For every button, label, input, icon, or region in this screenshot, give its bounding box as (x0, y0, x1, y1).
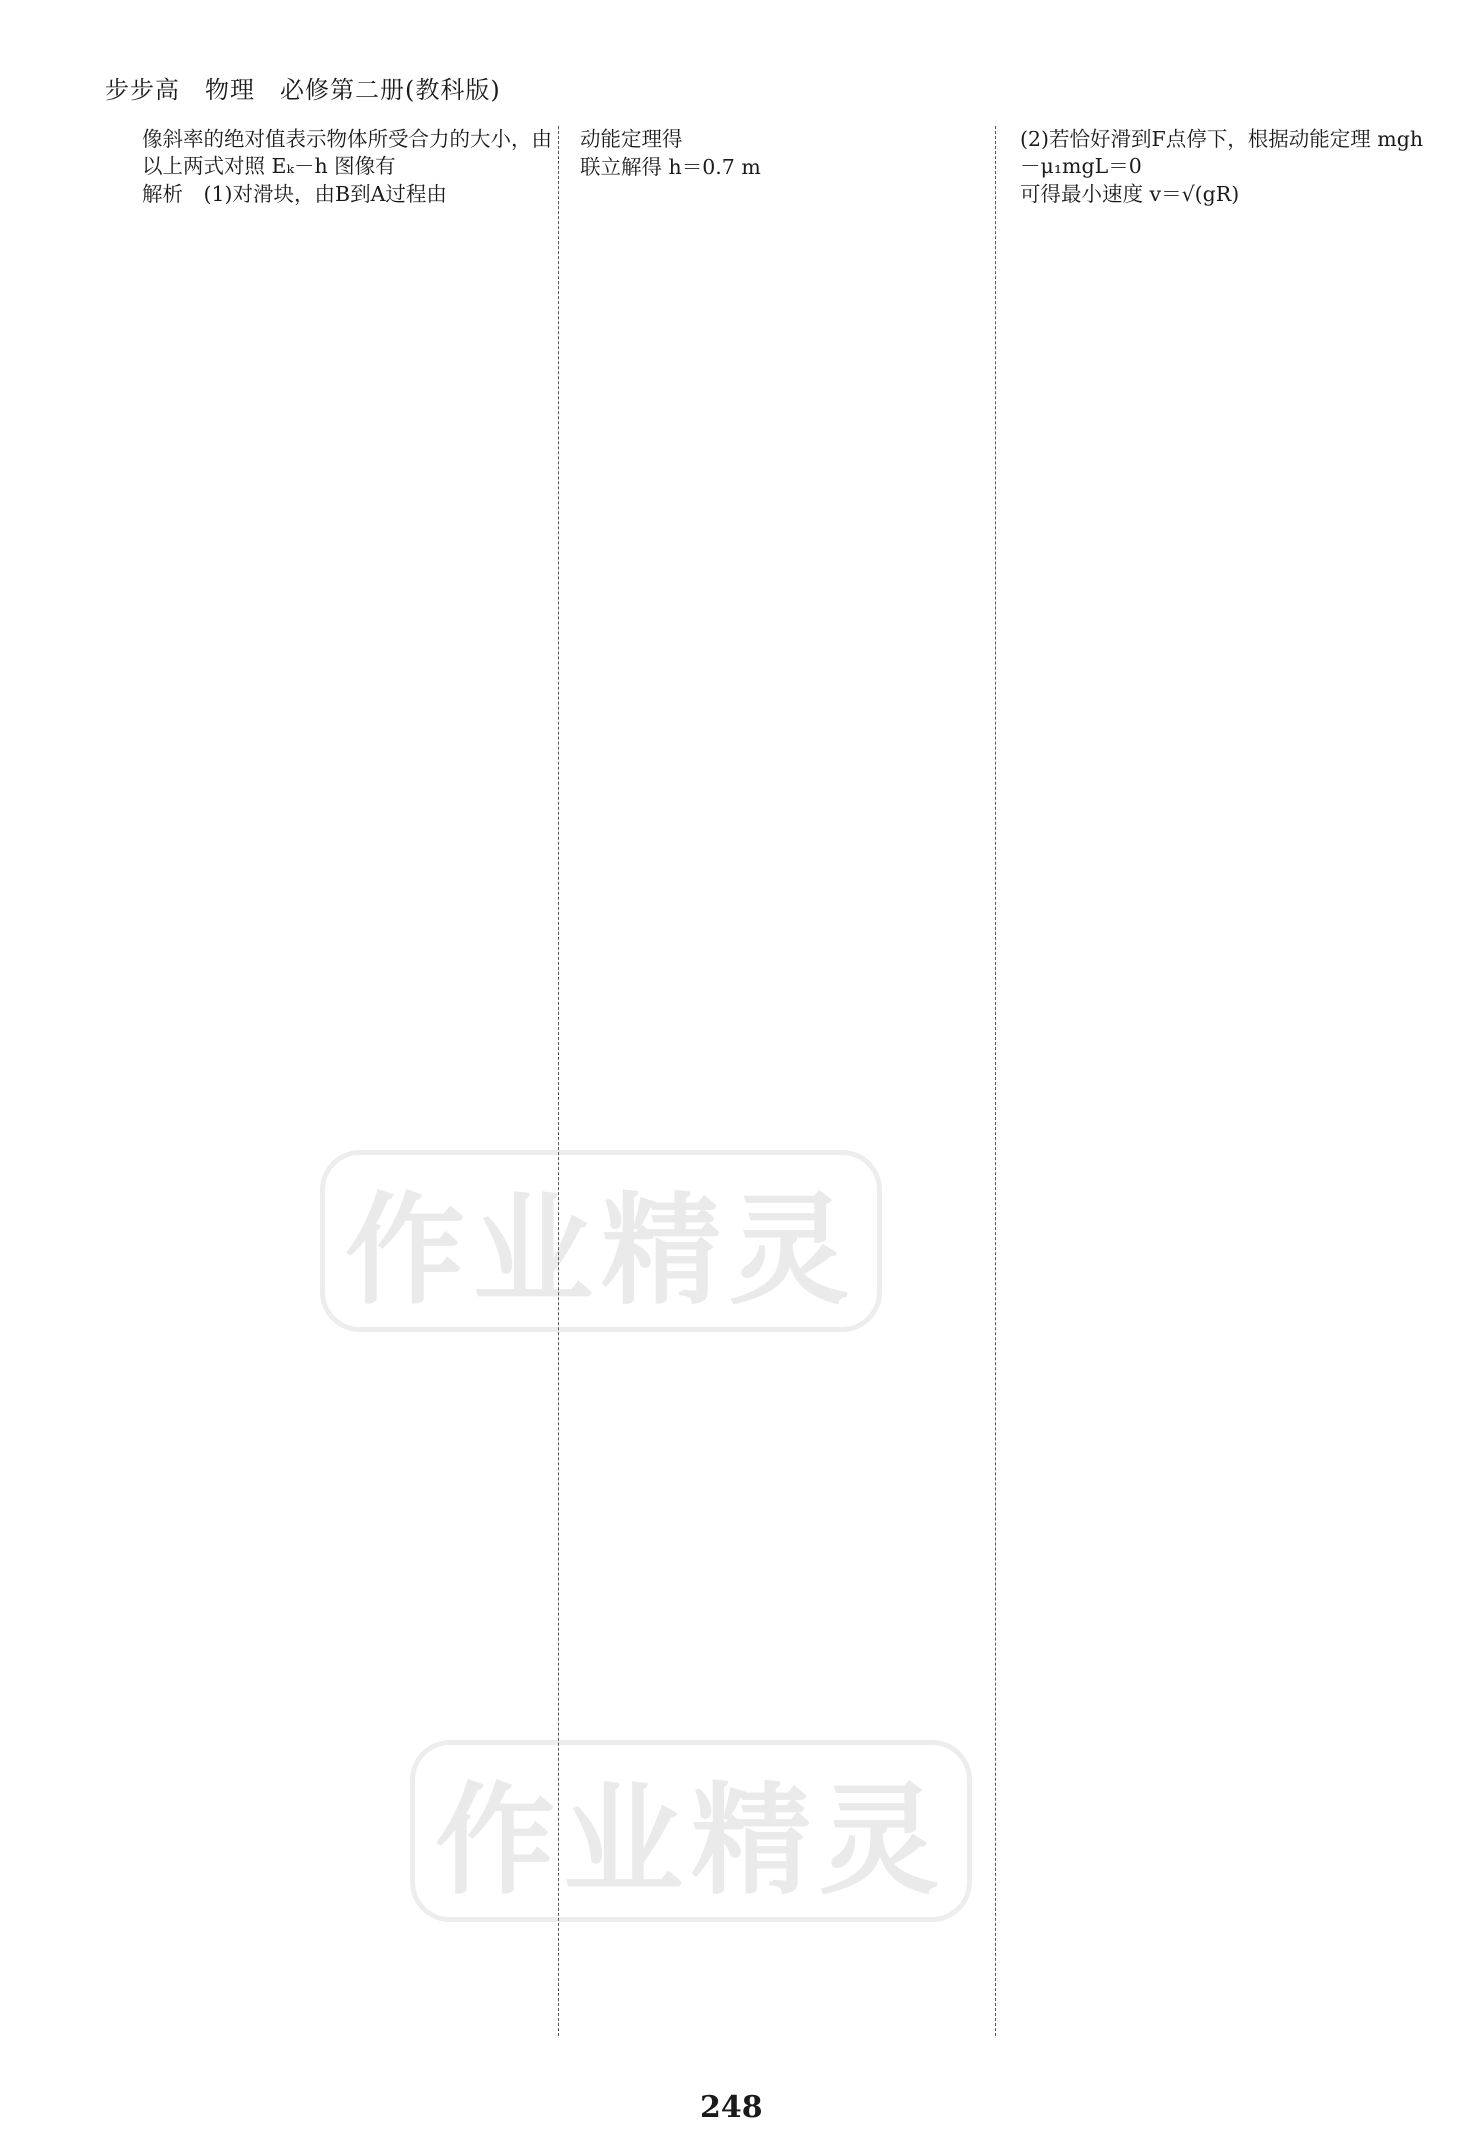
watermark-stamp: 作业精灵 (410, 1740, 972, 1922)
column-divider (995, 126, 996, 2036)
text-line: 可得最小速度 v＝√(gR) (1020, 182, 1240, 206)
answer-item: 解析 (1)对滑块，由B到A过程由 (142, 182, 447, 206)
text-line: 动能定理得 (580, 127, 683, 151)
text-line: 像斜率的绝对值表示物体所受合力的大小，由以上两式对照 Eₖ－h 图像有 (142, 127, 552, 178)
text-line: (2)若恰好滑到F点停下，根据动能定理 mgh－μ₁mgL＝0 (1020, 127, 1424, 178)
column-left (142, 126, 552, 209)
text-line: 联立解得 h＝0.7 m (580, 155, 761, 179)
watermark-stamp: 作业精灵 (320, 1150, 882, 1332)
page-number: 248 (700, 2090, 763, 2125)
page-header: 步步高 物理 必修第二册(教科版) (105, 76, 501, 104)
column-right (1020, 126, 1425, 209)
column-divider (558, 126, 559, 2036)
column-middle (580, 126, 990, 182)
